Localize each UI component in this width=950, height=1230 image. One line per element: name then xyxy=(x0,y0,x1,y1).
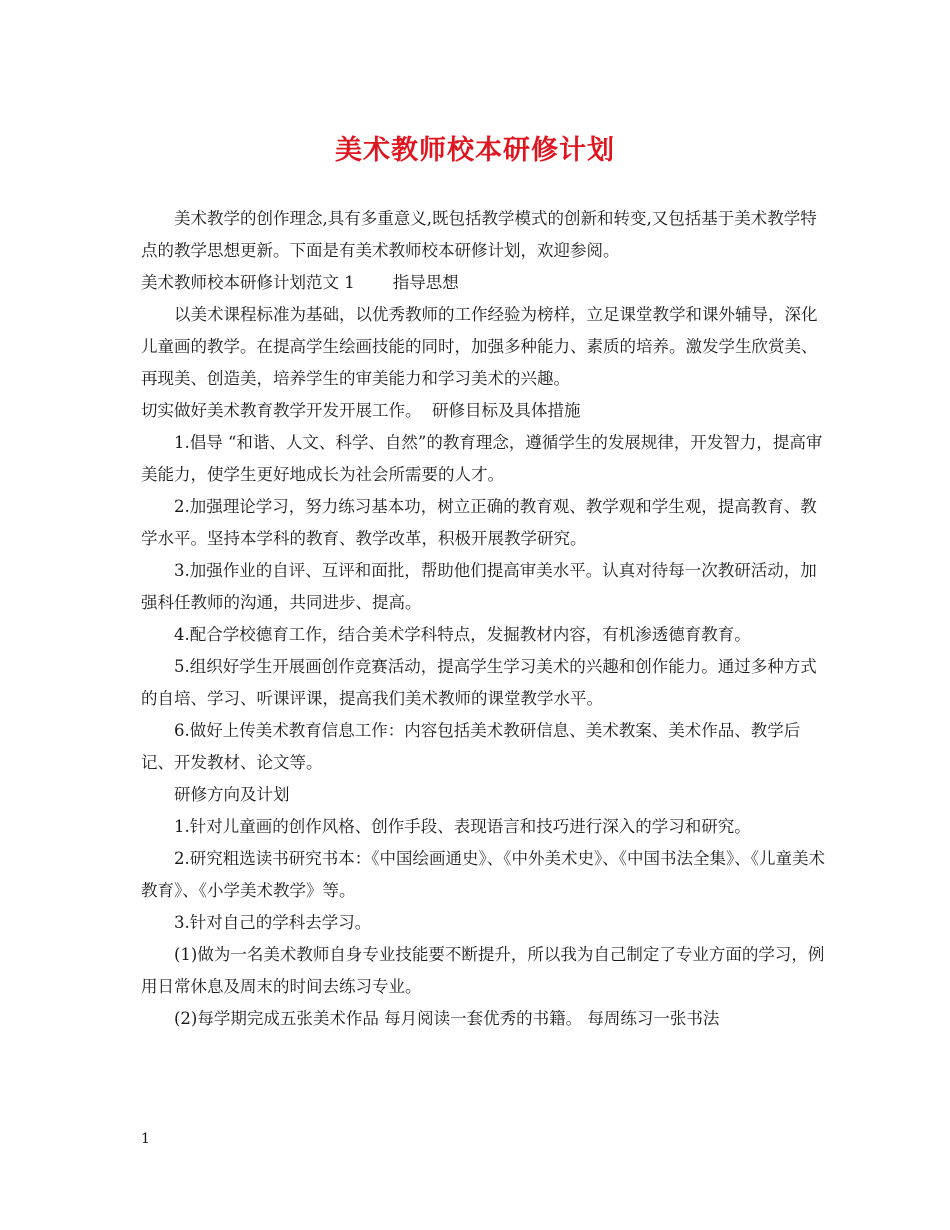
plan-subitem-1: (1)做为一名美术教师自身专业技能要不断提升，所以我为自己制定了专业方面的学习，例用日常休息及周末的时间去练习专业。 xyxy=(141,945,825,996)
plan-item-1: 1.针对儿童画的创作风格、创作手段、表现语言和技巧进行深入的学习和研究。 xyxy=(174,817,751,836)
goal-item-6: 6.做好上传美术教育信息工作：内容包括美术教研信息、美术教案、美术作品、教学后记、开发教材、论文等。 xyxy=(141,721,801,772)
page-number: 1 xyxy=(141,1131,150,1147)
goals-lead-text: 切实做好美术教育教学开发开展工作。 xyxy=(141,401,422,420)
goal-item-1: 1.倡导 “和谐、人文、科学、自然”的教育理念，遵循学生的发展规律，开发智力，提高审美能力，使学生更好地成长为社会所需要的人才。 xyxy=(141,433,823,484)
goal-item-5: 5.组织好学生开展画创作竞赛活动，提高学生学习美术的兴趣和创作能力。通过多种方式的自培、学习、听课评课，提高我们美术教师的课堂教学水平。 xyxy=(141,657,817,708)
direction-heading: 研修方向及计划 xyxy=(174,785,290,804)
goal-item-2: 2.加强理论学习，努力练习基本功，树立正确的教育观、教学观和学生观，提高教育、教学水平。坚持本学科的教育、教学改革，积极开展教学研究。 xyxy=(141,497,817,548)
guiding-paragraph: 以美术课程标准为基础，以优秀教师的工作经验为榜样，立足课堂教学和课外辅导，深化儿童画的教学。在提高学生绘画技能的同时，加强多种能力、素质的培养。激发学生欣赏美、再现美、创造美，培养学生的审美能力和学习美术的兴趣。 xyxy=(141,305,818,388)
plan-item-3: 3.针对自己的学科去学习。 xyxy=(174,913,372,932)
intro-paragraph: 美术教学的创作理念,具有多重意义,既包括教学模式的创新和转变,又包括基于美术教学特点的教学思想更新。下面是有美术教师校本研修计划，欢迎参阅。 xyxy=(141,209,817,260)
goal-item-3: 3.加强作业的自评、互评和面批，帮助他们提高审美水平。认真对待每一次教研活动，加强科任教师的沟通，共同进步、提高。 xyxy=(141,561,817,612)
goal-item-4: 4.配合学校德育工作，结合美术学科特点，发掘教材内容，有机渗透德育教育。 xyxy=(174,625,751,644)
section-heading-line xyxy=(141,267,831,299)
guiding-thought-heading: 指导思想 xyxy=(392,273,459,292)
document-title: 美术教师校本研修计划 xyxy=(335,135,615,166)
plan-item-2: 2.研究粗选读书研究书本：《中国绘画通史》、《中外美术史》、《中国书法全集》、《儿童美术教育》、《小学美术教学》等。 xyxy=(141,849,825,900)
sample-heading: 美术教师校本研修计划范文 1 xyxy=(141,273,355,292)
goals-heading-line xyxy=(141,395,831,427)
document-body xyxy=(141,203,831,1035)
goals-heading: 研修目标及具体措施 xyxy=(432,401,581,420)
plan-subitem-2: (2)每学期完成五张美术作品 每月阅读一套优秀的书籍。 每周练习一张书法 xyxy=(174,1009,720,1028)
